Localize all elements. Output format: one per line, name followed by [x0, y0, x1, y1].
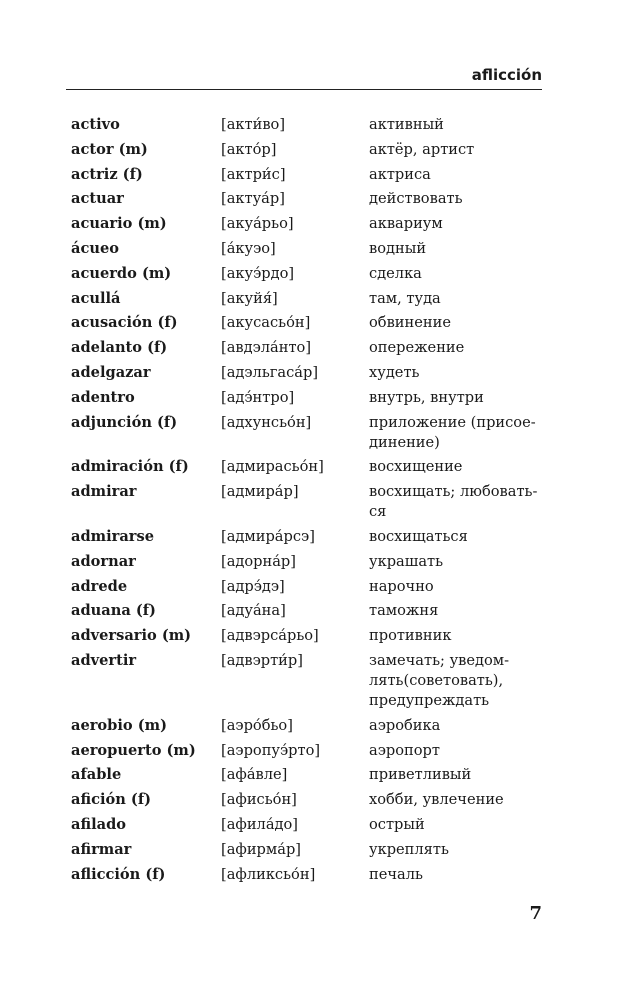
entry-translation [369, 865, 544, 885]
dictionary-entry [71, 189, 551, 209]
translation-line: печаль [369, 865, 423, 883]
translation-line: актриса [369, 165, 431, 183]
dictionary-entry [71, 140, 551, 160]
entry-pronunciation: [афликсьо́н] [221, 865, 316, 883]
dictionary-entry [71, 289, 551, 309]
translation-line: укреплять [369, 840, 449, 858]
translation-line: восхищаться [369, 527, 468, 545]
entry-word: acuario (m) [71, 215, 167, 233]
entry-word: afable [71, 766, 122, 784]
translation-line: аэропорт [369, 741, 440, 759]
dictionary-entry [71, 388, 551, 408]
entry-pronunciation: [афила́до] [221, 815, 298, 833]
running-header: aflicción [471, 66, 542, 84]
entry-translation [369, 626, 544, 646]
entry-translation [369, 413, 544, 453]
dictionary-entry [71, 765, 551, 785]
translation-line: лять(советовать), [369, 671, 504, 689]
entry-translation [369, 601, 544, 621]
entry-pronunciation: [адвэрти́р] [221, 651, 303, 669]
dictionary-entry [71, 457, 551, 477]
entry-pronunciation: [акуйя́] [221, 289, 278, 307]
entry-pronunciation: [адхунсьо́н] [221, 413, 312, 431]
translation-line: острый [369, 815, 425, 833]
entry-word: admirarse [71, 527, 154, 545]
entry-pronunciation: [адрэ́дэ] [221, 577, 285, 595]
entry-word: actor (m) [71, 140, 148, 158]
entry-pronunciation: [актри́с] [221, 165, 286, 183]
dictionary-entries [71, 115, 551, 889]
entry-translation [369, 165, 544, 185]
entry-pronunciation: [актуа́р] [221, 190, 285, 208]
dictionary-entry [71, 651, 551, 711]
dictionary-entry [71, 239, 551, 259]
entry-pronunciation: [акуа́рьо] [221, 215, 294, 233]
entry-word: adentro [71, 388, 135, 406]
entry-word: adversario (m) [71, 627, 192, 645]
dictionary-entry [71, 264, 551, 284]
entry-word: actriz (f) [71, 165, 143, 183]
entry-word: aerobio (m) [71, 716, 167, 734]
dictionary-entry [71, 413, 551, 453]
entry-translation [369, 264, 544, 284]
translation-line: там, туда [369, 289, 441, 307]
entry-translation [369, 815, 544, 835]
entry-pronunciation: [адуа́на] [221, 602, 286, 620]
dictionary-entry [71, 626, 551, 646]
entry-translation [369, 239, 544, 259]
entry-pronunciation: [адмирасьо́н] [221, 458, 324, 476]
entry-translation [369, 552, 544, 572]
translation-line: обвинение [369, 314, 451, 332]
dictionary-entry [71, 865, 551, 885]
entry-translation [369, 388, 544, 408]
entry-pronunciation: [адмира́р] [221, 483, 299, 501]
entry-word: adelanto (f) [71, 339, 168, 357]
translation-line: таможня [369, 602, 439, 620]
entry-word: aflicción (f) [71, 865, 166, 883]
entry-pronunciation: [адвэрса́рьо] [221, 627, 319, 645]
entry-pronunciation: [афисьо́н] [221, 791, 297, 809]
entry-translation [369, 214, 544, 234]
entry-pronunciation: [а́куэо] [221, 239, 276, 257]
entry-word: afirmar [71, 840, 132, 858]
translation-line: противник [369, 627, 452, 645]
entry-word: acusación (f) [71, 314, 178, 332]
translation-line: водный [369, 239, 427, 257]
dictionary-entry [71, 741, 551, 761]
entry-word: ácueo [71, 239, 119, 257]
entry-translation [369, 840, 544, 860]
dictionary-entry [71, 115, 551, 135]
page-number: 7 [529, 903, 542, 924]
translation-line: актёр, артист [369, 140, 475, 158]
entry-pronunciation: [акти́во] [221, 116, 286, 133]
entry-word: adrede [71, 577, 128, 595]
entry-word: adornar [71, 552, 136, 570]
entry-translation [369, 189, 544, 209]
entry-pronunciation: [афа́вле] [221, 766, 288, 784]
dictionary-entry [71, 601, 551, 621]
entry-translation [369, 115, 544, 135]
translation-line: замечать; уведом- [369, 651, 510, 669]
entry-word: afilado [71, 815, 127, 833]
dictionary-entry [71, 482, 551, 522]
translation-line: активный [369, 116, 444, 133]
dictionary-entry [71, 338, 551, 358]
entry-word: acullá [71, 289, 121, 307]
entry-word: acuerdo (m) [71, 264, 172, 282]
dictionary-entry [71, 552, 551, 572]
entry-word: activo [71, 116, 120, 133]
entry-word: actuar [71, 190, 124, 208]
entry-translation [369, 527, 544, 547]
entry-pronunciation: [авдэла́нто] [221, 339, 312, 357]
dictionary-entry [71, 313, 551, 333]
dictionary-entry [71, 815, 551, 835]
entry-translation [369, 716, 544, 736]
entry-translation [369, 651, 544, 711]
entry-translation [369, 338, 544, 358]
entry-pronunciation: [афирма́р] [221, 840, 301, 858]
entry-pronunciation: [аэро́бьо] [221, 716, 293, 734]
translation-line: худеть [369, 363, 420, 381]
entry-translation [369, 363, 544, 383]
entry-translation [369, 140, 544, 160]
entry-word: afición (f) [71, 791, 152, 809]
translation-line: восхищение [369, 458, 463, 476]
entry-translation [369, 289, 544, 309]
translation-line: восхищать; любовать- [369, 483, 538, 501]
entry-pronunciation: [адмира́рсэ] [221, 527, 315, 545]
dictionary-entry [71, 214, 551, 234]
translation-line: хобби, увлечение [369, 791, 504, 809]
entry-word: aduana (f) [71, 602, 156, 620]
dictionary-entry [71, 363, 551, 383]
entry-word: adjunción (f) [71, 413, 178, 431]
entry-word: admirar [71, 483, 137, 501]
entry-word: adelgazar [71, 363, 151, 381]
entry-word: aeropuerto (m) [71, 741, 196, 759]
entry-pronunciation: [акусасьо́н] [221, 314, 311, 332]
translation-line: украшать [369, 552, 444, 570]
translation-line: опережение [369, 339, 465, 357]
translation-line: действовать [369, 190, 463, 208]
entry-pronunciation: [адэльгаса́р] [221, 363, 319, 381]
entry-pronunciation: [акуэ́рдо] [221, 264, 295, 282]
dictionary-entry [71, 527, 551, 547]
translation-line: приложение (присое- [369, 413, 536, 431]
translation-line: ся [369, 503, 387, 521]
translation-line: аэробика [369, 716, 441, 734]
dictionary-entry [71, 840, 551, 860]
entry-translation [369, 577, 544, 597]
dictionary-entry [71, 716, 551, 736]
entry-pronunciation: [аэропуэ́рто] [221, 741, 321, 759]
header-divider [66, 89, 542, 90]
entry-word: advertir [71, 651, 137, 669]
translation-line: аквариум [369, 215, 443, 233]
entry-word: admiración (f) [71, 458, 189, 476]
entry-translation [369, 313, 544, 333]
dictionary-entry [71, 577, 551, 597]
dictionary-entry [71, 790, 551, 810]
dictionary-entry [71, 165, 551, 185]
translation-line: внутрь, внутри [369, 388, 484, 406]
entry-translation [369, 482, 544, 522]
entry-pronunciation: [адэ́нтро] [221, 388, 295, 406]
entry-pronunciation: [адорна́р] [221, 552, 296, 570]
translation-line: приветливый [369, 766, 472, 784]
entry-translation [369, 457, 544, 477]
entry-translation [369, 765, 544, 785]
entry-translation [369, 741, 544, 761]
entry-pronunciation: [акто́р] [221, 140, 277, 158]
translation-line: предупреждать [369, 691, 490, 709]
translation-line: динение) [369, 433, 440, 451]
translation-line: сделка [369, 264, 422, 282]
translation-line: нарочно [369, 577, 434, 595]
entry-translation [369, 790, 544, 810]
